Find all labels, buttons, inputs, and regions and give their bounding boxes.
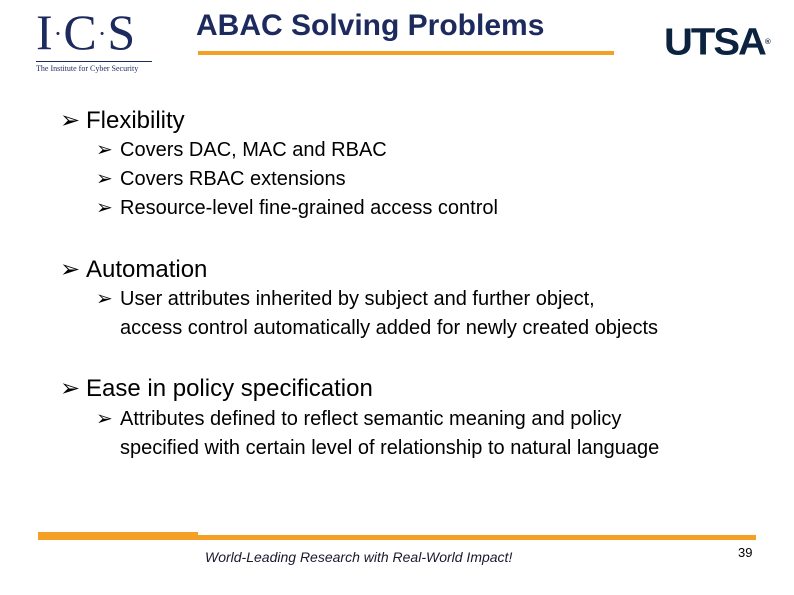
sub-bullet: ➢ Resource-level fine-grained access control [96, 194, 498, 223]
bullet-automation: ➢ Automation [60, 256, 208, 283]
ics-logo-rule [36, 61, 152, 62]
arrow-bullet-icon: ➢ [96, 139, 113, 161]
sub-bullet: ➢ User attributes inherited by subject and further object, [96, 285, 595, 314]
title-underline [198, 51, 614, 55]
arrow-bullet-icon: ➢ [96, 408, 113, 430]
sub-bullet: ➢ Covers DAC, MAC and RBAC [96, 136, 387, 165]
arrow-bullet-icon: ➢ [60, 256, 81, 283]
sub-bullet-continuation: access control automatically added for newly created objects [120, 317, 659, 339]
sub-bullet: ➢ Attributes defined to reflect semantic meaning and policy [96, 405, 621, 434]
page-number: 39 [738, 545, 753, 560]
ics-logo-mark: I·C·S [36, 4, 137, 60]
bullet-flexibility: ➢ Flexibility [60, 107, 185, 134]
arrow-bullet-icon: ➢ [96, 168, 113, 190]
utsa-logo: UTSA® [664, 21, 771, 63]
sub-bullet-continuation: specified with certain level of relationship to natural language [120, 437, 660, 459]
slide-title: ABAC Solving Problems [196, 9, 545, 42]
ics-logo-tagline: The Institute for Cyber Security [36, 64, 139, 73]
arrow-bullet-icon: ➢ [96, 197, 113, 219]
arrow-bullet-icon: ➢ [60, 375, 81, 402]
bullet-ease-in-policy: ➢ Ease in policy specification [60, 375, 373, 402]
footer-rule [38, 535, 756, 540]
sub-bullet: ➢ Covers RBAC extensions [96, 165, 346, 194]
arrow-bullet-icon: ➢ [96, 288, 113, 310]
ics-logo [36, 6, 156, 72]
arrow-bullet-icon: ➢ [60, 107, 81, 134]
footer-tagline: World-Leading Research with Real-World Impact! [205, 549, 513, 565]
